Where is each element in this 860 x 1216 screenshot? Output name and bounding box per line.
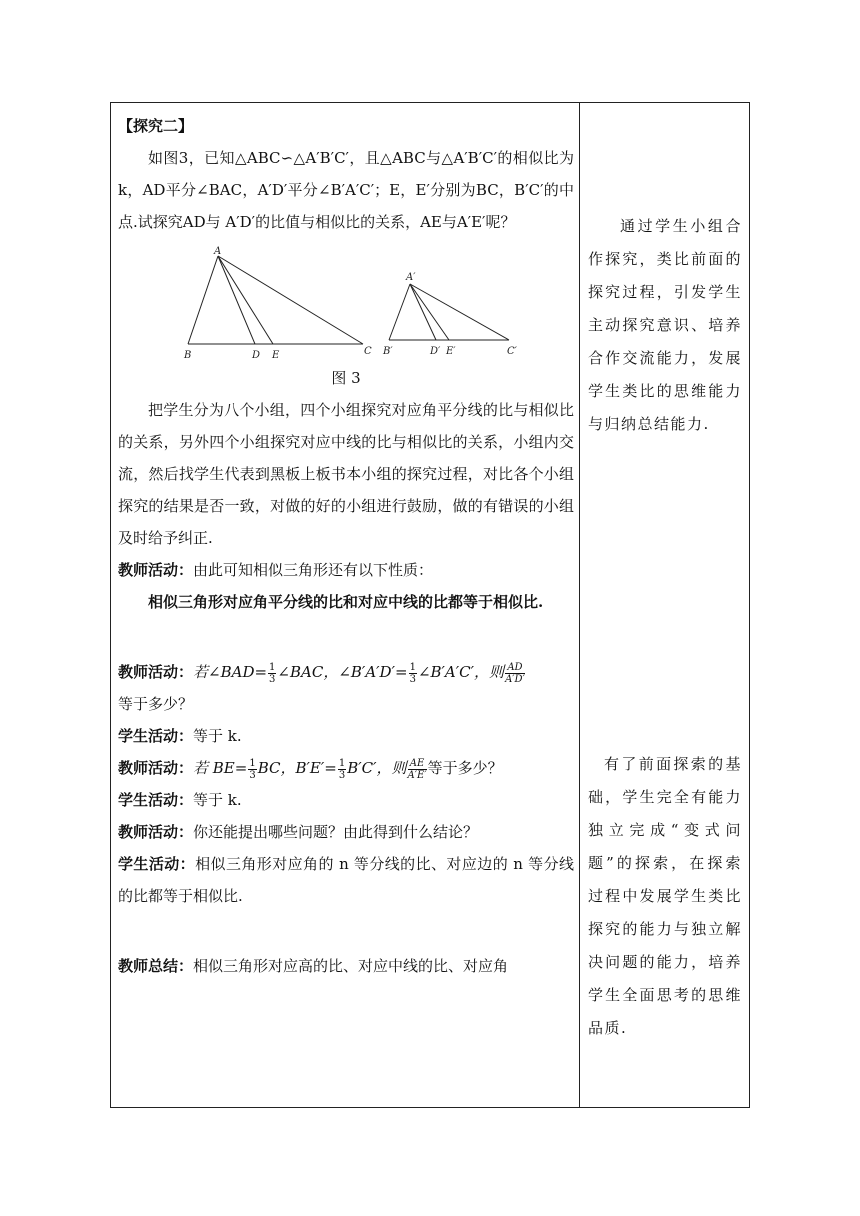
left-column xyxy=(118,110,574,982)
teacher3-part-b: BC，B′E′= xyxy=(257,759,337,777)
group-text: 把学生分为八个小组，四个小组探究对应角平分线的比与相似比的关系，另外四个小组探究对应中线的比与相似比的关系，小组内交流，然后找学生代表到黑板上板书本小组的探究过程，对比各个小组探究的结果是否一致，对做的好的小组进行鼓励，做的有错误的小组及时给予纠正. xyxy=(118,401,574,547)
edge-a-prime-c-prime xyxy=(410,284,509,340)
student-text: 相似三角形对应角的 n 等分线的比、对应边的 n 等分线的比都等于相似比. xyxy=(118,855,574,905)
student-label: 学生活动： xyxy=(118,855,196,873)
teacher3-part-a: 若 BE= xyxy=(193,759,248,777)
teacher2-part-c: ∠B′A′C′，则 xyxy=(417,663,505,681)
edge-ac xyxy=(218,256,363,344)
conclusion-1: 相似三角形对应角平分线的比和对应中线的比都等于相似比. xyxy=(148,593,544,611)
right-note-1 xyxy=(588,210,742,441)
figure-caption: 图 3 xyxy=(331,369,361,387)
label-a: A xyxy=(214,246,222,257)
student-activity-3 xyxy=(118,848,574,912)
fraction-one-third: $\frac{1}{3}$ xyxy=(269,661,276,685)
fraction-ad-over-a-prime-d-prime: $\frac{AD}{A'D'}$ xyxy=(505,661,525,685)
teacher-activity-1 xyxy=(118,554,574,586)
teacher2-part-b: ∠BAC，∠B′A′D′= xyxy=(277,663,408,681)
problem-text: 如图3，已知△ABC∽△A′B′C′，且△ABC与△A′B′C′的相似比为k，AD平分∠BAC，A′D′平分∠B′A′C′；E，E′分别为BC，B′C′的中点.试探究AD与 A′D′的比值与相似比的关系，AE与A′E′呢？ xyxy=(118,149,574,231)
median-a-prime-e-prime xyxy=(410,284,449,340)
student-label: 学生活动： xyxy=(118,791,194,809)
teacher-summary xyxy=(118,950,574,982)
label-d-prime: D′ xyxy=(430,346,441,357)
triangles-diagram xyxy=(178,244,558,364)
teacher2-part-a: 若∠BAD= xyxy=(193,663,268,681)
summary-text: 相似三角形对应高的比、对应中线的比、对应角 xyxy=(193,957,509,975)
student-text: 等于 k. xyxy=(193,791,242,809)
teacher-activity-2 xyxy=(118,656,574,720)
figure-3 xyxy=(118,244,574,364)
label-d: D xyxy=(252,350,261,361)
teacher-activity-4 xyxy=(118,816,574,848)
section-title: 【探究二】 xyxy=(118,117,194,135)
label-b: B xyxy=(184,350,192,361)
label-e: E xyxy=(272,350,280,361)
bisector-a-prime-d-prime xyxy=(410,284,436,340)
student-activity-2 xyxy=(118,784,574,816)
student-label: 学生活动： xyxy=(118,727,194,745)
label-c: C xyxy=(364,346,372,357)
student-text: 等于 k. xyxy=(193,727,242,745)
teacher-text: 由此可知相似三角形还有以下性质： xyxy=(193,561,434,579)
teacher-label: 教师活动： xyxy=(118,561,194,579)
edge-ab xyxy=(188,256,218,344)
fraction-ae-over-a-prime-e-prime: $\frac{AE}{A'E'}$ xyxy=(407,757,427,781)
note-text: 通过学生小组合作探究，类比前面的探究过程，引发学生主动探究意识、培养合作交流能力，发展学生类比的思维能力与归纳总结能力. xyxy=(588,217,742,433)
label-c-prime: C′ xyxy=(507,346,517,357)
right-note-2 xyxy=(588,748,742,1045)
fraction-one-third: $\frac{1}{3}$ xyxy=(249,757,256,781)
teacher-activity-3 xyxy=(118,752,574,784)
fraction-one-third: $\frac{1}{3}$ xyxy=(338,757,346,781)
student-activity-1 xyxy=(118,720,574,752)
teacher2-part-d: 等于多少？ xyxy=(118,695,194,713)
median-ae xyxy=(218,256,273,344)
bisector-ad xyxy=(218,256,255,344)
column-divider xyxy=(579,102,580,1108)
teacher-text: 你还能提出哪些问题？由此得到什么结论？ xyxy=(193,823,479,841)
label-e-prime: E′ xyxy=(446,346,456,357)
summary-label: 教师总结： xyxy=(118,957,194,975)
edge-a-prime-b-prime xyxy=(389,284,410,340)
teacher3-part-d: 等于多少？ xyxy=(427,759,503,777)
fraction-one-third: $\frac{1}{3}$ xyxy=(409,661,416,685)
teacher-label: 教师活动： xyxy=(118,663,194,681)
label-b-prime: B′ xyxy=(383,346,393,357)
label-a-prime: A′ xyxy=(406,272,416,283)
teacher-label: 教师活动： xyxy=(118,823,194,841)
teacher-label: 教师活动： xyxy=(118,759,194,777)
note-text: 有了前面探索的基础，学生完全有能力独立完成“变式问题”的探索，在探索过程中发展学生类比探究的能力与独立解决问题的能力，培养学生全面思考的思维品质. xyxy=(588,755,742,1037)
teacher3-part-c: B′C′，则 xyxy=(347,759,407,777)
